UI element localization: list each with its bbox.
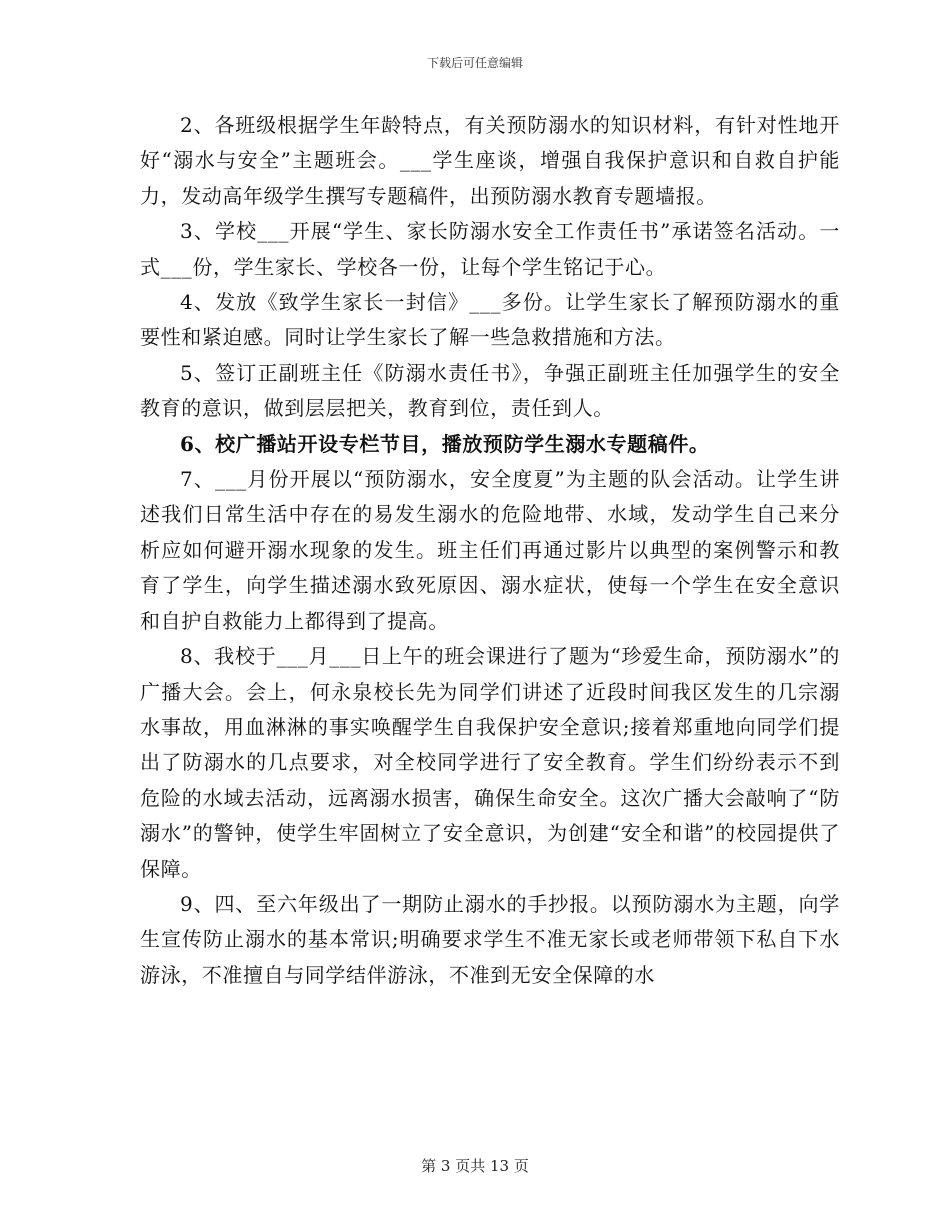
page-footer: 第 3 页共 13 页 bbox=[421, 1157, 529, 1175]
paragraph-6: 6、校广播站开设专栏节目，播放预防学生溺水专题稿件。 bbox=[180, 431, 710, 456]
paragraph-7: 7、___月份开展以“预防溺水，安全度夏”为主题的队会活动。让学生讲述我们日常生活中存在的易发生溺水的危险地带、水域，发动学生自己来分析应如何避开溺水现象的发生。班主任们再通过影片以典型的案例警示和教育了学生，向学生描述溺水致死原因、溺水症状，使每一个学生在安全意识和自护自救能力上都得到了提高。 bbox=[140, 467, 840, 633]
paragraph-8: 8、我校于___月___日上午的班会课进行了题为“珍爱生命，预防溺水”的广播大会。会上，何永泉校长先为同学们讲述了近段时间我区发生的几宗溺水事故，用血淋淋的事实唤醒学生自我保护安全意识;接着郑重地向同学们提出了防溺水的几点要求，对全校同学进行了安全教育。学生们纷纷表示不到危险的水域去活动，远离溺水损害，确保生命安全。这次广播大会敲响了“防溺水”的警钟，使学生牢固树立了安全意识，为创建“安全和谐”的校园提供了保障。 bbox=[140, 644, 840, 881]
paragraph-2: 2、各班级根据学生年龄特点，有关预防溺水的知识材料，有针对性地开好“溺水与安全”主题班会。___学生座谈，增强自我保护意识和自救自护能力，发动高年级学生撰写专题稿件，出预防溺水教育专题墙报。 bbox=[140, 113, 840, 208]
paragraph-4: 4、发放《致学生家长一封信》___多份。让学生家长了解预防溺水的重要性和紧迫感。同时让学生家长了解一些急救措施和方法。 bbox=[140, 290, 840, 350]
paragraph-3: 3、学校___开展“学生、家长防溺水安全工作责任书”承诺签名活动。一式___份，学生家长、学校各一份，让每个学生铭记于心。 bbox=[140, 219, 840, 279]
paragraph-9: 9、四、至六年级出了一期防止溺水的手抄报。以预防溺水为主题，向学生宣传防止溺水的基本常识;明确要求学生不准无家长或老师带领下私自下水游泳，不准擅自与同学结伴游泳，不准到无安全保障的水 bbox=[140, 891, 840, 987]
document-body bbox=[140, 108, 840, 993]
paragraph-5: 5、签订正副班主任《防溺水责任书》，争强正副班主任加强学生的安全教育的意识，做到层层把关，教育到位，责任到人。 bbox=[140, 360, 840, 421]
page-header: 下载后可任意编辑 bbox=[426, 56, 523, 70]
